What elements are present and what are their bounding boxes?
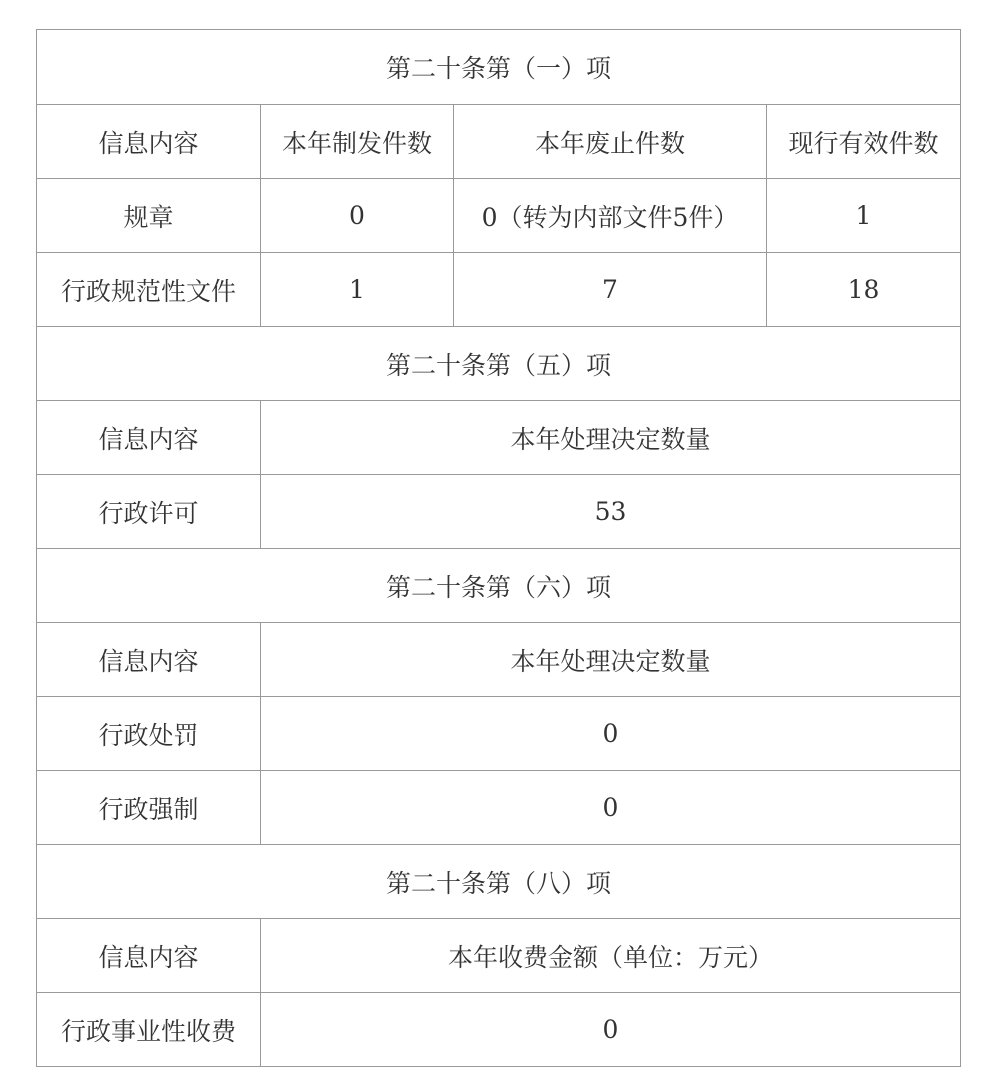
section-title: 第二十条第（一）项 xyxy=(37,30,961,105)
section-title-row xyxy=(37,327,961,401)
header-cell-valid-count: 现行有效件数 xyxy=(767,105,961,179)
table-cell: 18 xyxy=(767,253,961,327)
row-label: 行政处罚 xyxy=(37,697,261,771)
section-title: 第二十条第（五）项 xyxy=(37,327,961,401)
section-title-row xyxy=(37,30,961,105)
table-cell: 7 xyxy=(454,253,767,327)
table-row xyxy=(37,771,961,845)
header-row xyxy=(37,623,961,697)
header-cell-issued-count: 本年制发件数 xyxy=(261,105,454,179)
header-cell-info-content: 信息内容 xyxy=(37,401,261,475)
table-cell: 0（转为内部文件5件） xyxy=(454,179,767,253)
table-row xyxy=(37,697,961,771)
table-cell: 53 xyxy=(261,475,961,549)
header-row xyxy=(37,105,961,179)
header-cell-fee-amount: 本年收费金额（单位：万元） xyxy=(261,919,961,993)
table-row xyxy=(37,253,961,327)
table-row xyxy=(37,993,961,1067)
header-cell-abolished-count: 本年废止件数 xyxy=(454,105,767,179)
table-cell: 1 xyxy=(767,179,961,253)
table-cell: 0 xyxy=(261,771,961,845)
table-cell: 0 xyxy=(261,993,961,1067)
row-label: 行政许可 xyxy=(37,475,261,549)
table-row xyxy=(37,475,961,549)
header-row xyxy=(37,919,961,993)
header-cell-decision-count: 本年处理决定数量 xyxy=(261,623,961,697)
section-title-row xyxy=(37,845,961,919)
section-title-row xyxy=(37,549,961,623)
header-cell-info-content: 信息内容 xyxy=(37,623,261,697)
table-row xyxy=(37,179,961,253)
table-cell: 1 xyxy=(261,253,454,327)
header-cell-info-content: 信息内容 xyxy=(37,105,261,179)
section-title: 第二十条第（六）项 xyxy=(37,549,961,623)
header-row xyxy=(37,401,961,475)
disclosure-table xyxy=(36,29,961,1067)
header-cell-info-content: 信息内容 xyxy=(37,919,261,993)
table-cell: 0 xyxy=(261,697,961,771)
row-label: 行政事业性收费 xyxy=(37,993,261,1067)
section-title: 第二十条第（八）项 xyxy=(37,845,961,919)
row-label: 规章 xyxy=(37,179,261,253)
row-label: 行政规范性文件 xyxy=(37,253,261,327)
header-cell-decision-count: 本年处理决定数量 xyxy=(261,401,961,475)
row-label: 行政强制 xyxy=(37,771,261,845)
table-cell: 0 xyxy=(261,179,454,253)
